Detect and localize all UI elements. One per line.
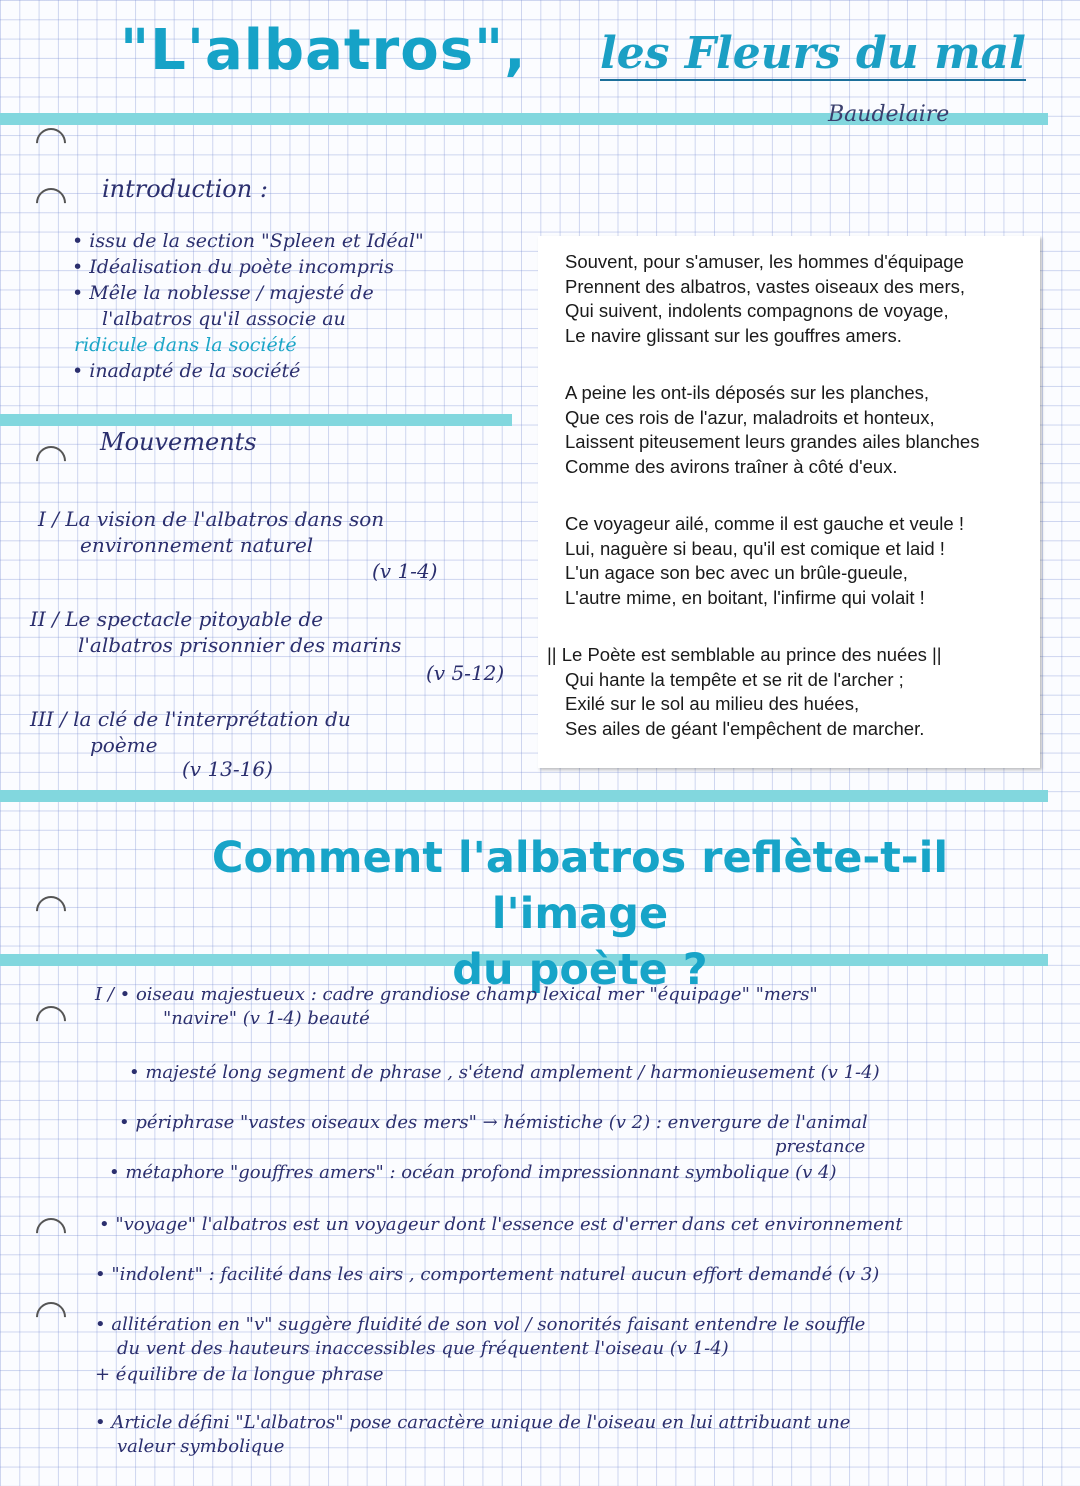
analysis-line: valeur symbolique [117, 1436, 285, 1457]
poem-line: Laissent piteusement leurs grandes ailes blanches [565, 431, 980, 452]
poem-line: Le navire glissant sur les gouffres amers. [565, 324, 902, 346]
poem-line: Ce voyageur ailé, comme il est gauche et veule ! [565, 513, 964, 534]
analysis-line: + équilibre de la longue phrase [95, 1364, 384, 1385]
binder-hole [30, 890, 72, 932]
movement-title: La vision de l'albatros dans son [65, 507, 385, 531]
question-line: Comment l'albatros reflète-t-il l'image [211, 833, 949, 939]
poem-line: Exilé sur le sol au milieu des huées, [565, 693, 860, 714]
intro-list [72, 228, 512, 384]
movements-heading: Mouvements [100, 428, 257, 456]
section-divider [0, 790, 1048, 802]
analysis-line: • majesté long segment de phrase , s'étend amplement / harmonieusement (v 1-4) [129, 1062, 880, 1083]
problematic-question [120, 830, 1040, 998]
analysis-line: • "indolent" : facilité dans les airs , comportement naturel aucun effort demandé (v 3) [95, 1264, 880, 1285]
poem-line: Que ces rois de l'azur, maladroits et honteux, [565, 406, 935, 428]
binder-hole [30, 122, 72, 164]
analysis-line: • métaphore "gouffres amers" : océan profond impressionnant symbolique (v 4) [109, 1162, 837, 1183]
poem-line: L'autre mime, en boitant, l'infirme qui volait ! [565, 586, 925, 608]
binder-hole [30, 440, 72, 482]
author-name: Baudelaire [828, 102, 950, 127]
intro-item: • Mêle la noblesse / majesté de [72, 282, 374, 304]
movement-1-line2: environnement naturel [80, 533, 314, 557]
movement-number: III / [30, 707, 67, 731]
movement-title: la clé de l'interprétation du [73, 707, 351, 731]
movement-1 [38, 506, 384, 532]
poem-line: L'un agace son bec avec un brûle-gueule, [565, 562, 908, 583]
poem-stanza [547, 643, 1040, 741]
intro-item: ridicule dans la société [74, 334, 297, 356]
question-line: du poète ? [452, 945, 708, 995]
poem-stanza [565, 381, 1040, 479]
binder-hole [30, 1212, 72, 1254]
poem-line: Qui hante la tempête et se rit de l'archer ; [565, 668, 904, 690]
intro-item: • issu de la section "Spleen et Idéal" [72, 230, 424, 252]
analysis-line: prestance [775, 1136, 866, 1157]
movement-title: Le spectacle pitoyable de [65, 607, 324, 631]
analysis-line: I / • oiseau majestueux : cadre grandiose champ lexical mer "équipage" "mers" [95, 984, 818, 1005]
binder-hole [30, 182, 72, 224]
movement-2 [30, 606, 323, 632]
movement-3-line2: poème [90, 733, 158, 757]
movement-2-range: (v 5-12) [426, 661, 505, 685]
analysis-line: "navire" (v 1-4) beauté [163, 1008, 370, 1029]
page-subtitle: les Fleurs du mal [600, 28, 1026, 79]
intro-item: • inadapté de la société [72, 360, 301, 382]
page-title: "L'albatros", [120, 18, 527, 83]
intro-item: • Idéalisation du poète incompris [72, 256, 394, 278]
intro-divider [0, 414, 512, 426]
poem-stanza [565, 250, 1040, 348]
poem-line: Lui, naguère si beau, qu'il est comique et laid ! [565, 537, 945, 559]
poem-card [538, 236, 1040, 768]
intro-heading: introduction : [102, 175, 268, 203]
analysis-line: • allitération en "v" suggère fluidité de son vol / sonorités faisant entendre le souffle [95, 1314, 866, 1335]
movement-3 [30, 706, 351, 732]
poem-line: Comme des avirons traîner à côté d'eux. [565, 455, 898, 477]
poem-line: || Le Poète est semblable au prince des nuées || [547, 644, 942, 665]
intro-item: l'albatros qu'il associe au [102, 308, 346, 330]
analysis-line: • Article défini "L'albatros" pose caractère unique de l'oiseau en lui attribuant une [95, 1412, 851, 1433]
movement-number: II / [30, 607, 59, 631]
binder-hole [30, 1000, 72, 1042]
analysis-line: • "voyage" l'albatros est un voyageur dont l'essence est d'errer dans cet environnement [99, 1214, 903, 1235]
poem-line: Ses ailes de géant l'empêchent de marcher. [565, 717, 925, 739]
movement-1-range: (v 1-4) [372, 559, 438, 583]
poem-line: Prennent des albatros, vastes oiseaux des mers, [565, 275, 966, 297]
binder-hole [30, 1296, 72, 1338]
movement-2-line2: l'albatros prisonnier des marins [78, 633, 402, 657]
movement-number: I / [38, 507, 59, 531]
movement-3-range: (v 13-16) [182, 757, 273, 781]
poem-line: Qui suivent, indolents compagnons de voyage, [565, 300, 949, 321]
analysis-line: du vent des hauteurs inaccessibles que fréquentent l'oiseau (v 1-4) [117, 1338, 729, 1359]
poem-line: A peine les ont-ils déposés sur les planches, [565, 382, 930, 403]
poem-line: Souvent, pour s'amuser, les hommes d'équipage [565, 251, 964, 272]
poem-stanza [565, 512, 1040, 610]
analysis-line: • périphrase "vastes oiseaux des mers" → hémistiche (v 2) : envergure de l'animal [119, 1112, 868, 1133]
